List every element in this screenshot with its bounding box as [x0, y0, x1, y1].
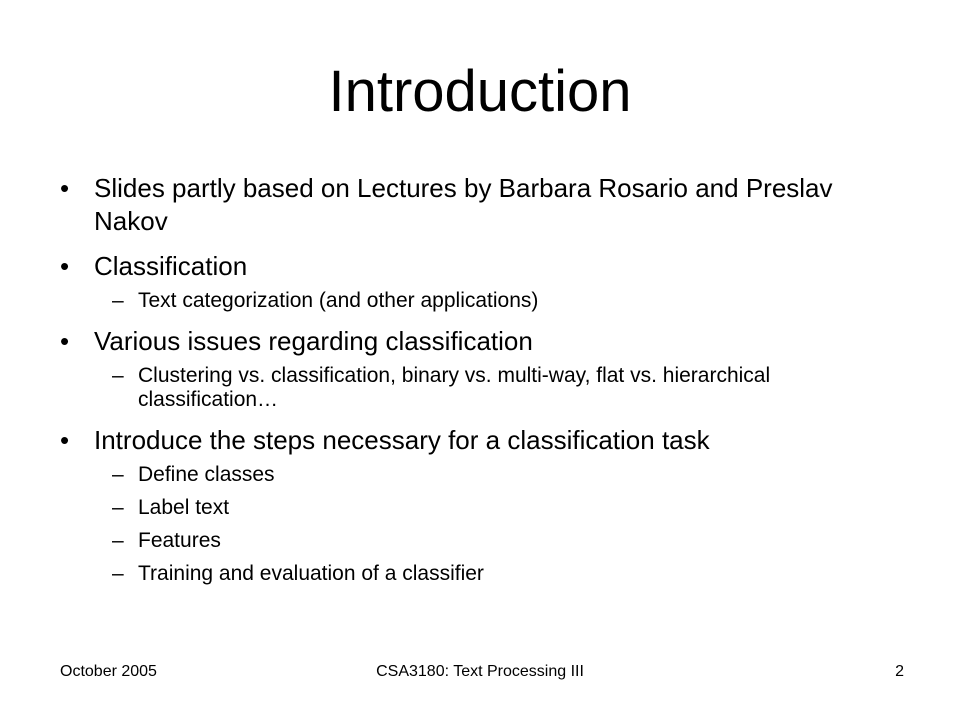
bullet-item: [60, 325, 900, 412]
slide-title: Introduction: [328, 59, 632, 124]
bullet-item: [60, 424, 900, 586]
sub-bullet-item: [94, 364, 900, 412]
sub-bullet-text: Training and evaluation of a classifier: [138, 562, 484, 585]
page-number: 2: [895, 663, 904, 680]
bullet-list: [60, 172, 900, 586]
sub-bullet-list: [94, 463, 900, 586]
bullet-item: [60, 250, 900, 313]
bullet-icon: •: [60, 251, 70, 281]
dash-icon: –: [112, 364, 124, 387]
sub-bullet-text: Features: [138, 529, 221, 552]
sub-bullet-item: [94, 289, 900, 313]
bullet-text: Slides partly based on Lectures by Barbara Rosario and Preslav Nakov: [94, 173, 833, 236]
bullet-icon: •: [60, 425, 70, 455]
sub-bullet-list: [94, 364, 900, 412]
footer-date: October 2005: [60, 663, 157, 680]
bullet-text: Introduce the steps necessary for a classification task: [94, 425, 710, 455]
dash-icon: –: [112, 562, 124, 585]
sub-bullet-item: [94, 529, 900, 553]
bullet-icon: •: [60, 326, 70, 356]
bullet-text: Various issues regarding classification: [94, 326, 533, 356]
sub-bullet-list: [94, 289, 900, 313]
sub-bullet-text: Text categorization (and other applications): [138, 289, 539, 312]
sub-bullet-item: [94, 496, 900, 520]
bullet-icon: •: [60, 173, 70, 203]
sub-bullet-text: Clustering vs. classification, binary vs. multi-way, flat vs. hierarchical classification…: [138, 364, 771, 411]
bullet-text: Classification: [94, 251, 248, 281]
sub-bullet-text: Label text: [138, 496, 230, 519]
sub-bullet-item: [94, 463, 900, 487]
footer-course: CSA3180: Text Processing III: [376, 663, 584, 680]
dash-icon: –: [112, 463, 124, 486]
dash-icon: –: [112, 496, 124, 519]
sub-bullet-item: [94, 562, 900, 586]
dash-icon: –: [112, 289, 124, 312]
dash-icon: –: [112, 529, 124, 552]
bullet-item: [60, 172, 900, 238]
sub-bullet-text: Define classes: [138, 463, 275, 486]
